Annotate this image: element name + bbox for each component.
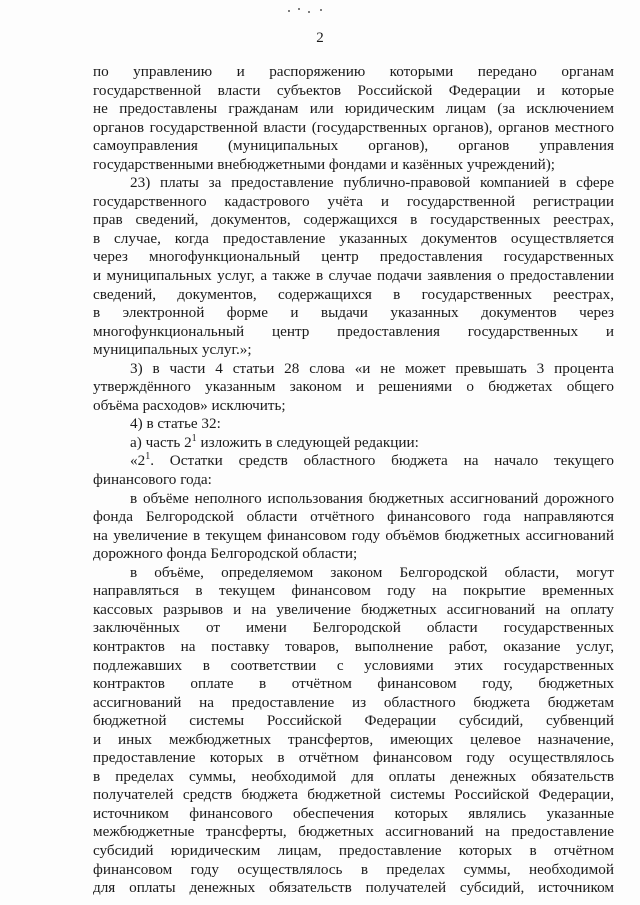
text-line: межбюджетные трансферты, бюджетных ассигнований на предоставление: [93, 823, 614, 841]
text-line: объёма расходов» исключить;: [93, 396, 286, 414]
text-line: по управлению и распоряжению которыми передано органам: [93, 63, 614, 80]
scan-speck: [286, 8, 326, 14]
text-line: для оплаты денежных обязательств получателей субсидий, источником: [93, 879, 614, 897]
text-line: в объёме, определяемом законом Белгородской области, могут: [130, 563, 614, 581]
text-line: субсидий юридическим лицам, предоставление которых в отчётном: [93, 841, 614, 859]
text-line: финансовом году осуществлялось в пределах суммы, необходимой: [93, 860, 614, 878]
text-line: муниципальных услуг.»;: [93, 341, 252, 359]
text-line-part: . Остатки средств областного бюджета на начало текущего: [150, 452, 614, 470]
text-line: кассовых разрывов и на увеличение бюджетных ассигнований на оплату: [93, 600, 614, 618]
text-line: 3) в части 4 статьи 28 слова «и не может превышать 3 процента: [130, 359, 614, 377]
text-line-part: а) часть 2: [130, 433, 192, 451]
text-line: в пределах суммы, необходимой для оплаты денежных обязательств: [93, 767, 614, 785]
text-line-part: «2: [130, 452, 146, 470]
text-line: самоуправления (муниципальных органов), органов управления: [93, 137, 614, 155]
text-line: финансового года:: [93, 471, 212, 489]
text-line: бюджетной системы Российской Федерации субсидий, субвенций: [93, 712, 614, 730]
superscript: 1: [191, 433, 197, 444]
document-body: [93, 63, 614, 898]
text-line: и муниципальных услуг, а также в случае подачи заявления о предоставлении: [93, 267, 614, 285]
text-line: в случае, когда предоставление указанных документов осуществляется: [93, 229, 614, 247]
text-line: ассигнований на предоставление из областного бюджета бюджетам: [93, 693, 614, 711]
text-line: 23) платы за предоставление публично-правовой компанией в сфере: [130, 174, 614, 192]
text-line: и иных межбюджетных трансфертов, имеющих целевое назначение,: [93, 730, 614, 748]
text-line: утверждённого указанным законом и решениями о бюджетах общего: [93, 378, 614, 396]
text-line: органов государственной власти (государственных органов), органов местного: [93, 118, 614, 136]
text-line: государственной власти субъектов Российской Федерации и которые: [93, 81, 614, 99]
page-number: 2: [316, 30, 324, 46]
text-line: государственного кадастрового учёта и государственной регистрации: [93, 192, 614, 210]
text-line: прав сведений, документов, содержащихся в государственных реестрах,: [93, 211, 614, 229]
text-line: предоставление которых в отчётном финансовом году осуществлялось: [93, 749, 614, 767]
text-line: [93, 452, 614, 471]
text-line: на увеличение в текущем финансовом году объёмов бюджетных ассигнований: [93, 526, 614, 544]
text-line: сведений, документов, содержащихся в государственных реестрах,: [93, 285, 614, 303]
text-line-part: изложить в следующей редакции:: [196, 433, 419, 451]
text-line: фонда Белгородской области отчётного финансового года направляются: [93, 508, 614, 526]
text-line: получателей средств бюджета бюджетной системы Российской Федерации,: [93, 786, 614, 804]
text-line: подлежавших в соответствии с условиями этих государственных: [93, 656, 614, 674]
text-line: источником финансового обеспечения которых являлись указанные: [93, 804, 614, 822]
text-line: в электронной форме и выдачи указанных документов через: [93, 304, 614, 322]
text-line: в объёме неполного использования бюджетных ассигнований дорожного: [130, 489, 614, 507]
text-line: контрактов на поставку товаров, выполнение работ, оказание услуг,: [93, 637, 614, 655]
text-line: государственными внебюджетными фондами и казённых учреждений);: [93, 155, 556, 173]
text-line: дорожного фонда Белгородской области;: [93, 545, 358, 563]
text-line: не предоставлены гражданам или юридическим лицам (за исключением: [93, 100, 614, 118]
text-line: 4) в статье 32:: [130, 415, 221, 433]
superscript: 1: [145, 452, 151, 463]
text-line: направляться в текущем финансовом году на покрытие временных: [93, 582, 614, 600]
text-line: многофункциональный центр предоставления государственных и: [93, 322, 614, 340]
text-line: через многофункциональный центр предоставления государственных: [93, 248, 614, 266]
text-line: [93, 434, 614, 453]
text-line: заключённых от имени Белгородской области государственных: [93, 619, 614, 637]
text-line: контрактов оплате в отчётном финансовом году, бюджетных: [93, 675, 614, 693]
